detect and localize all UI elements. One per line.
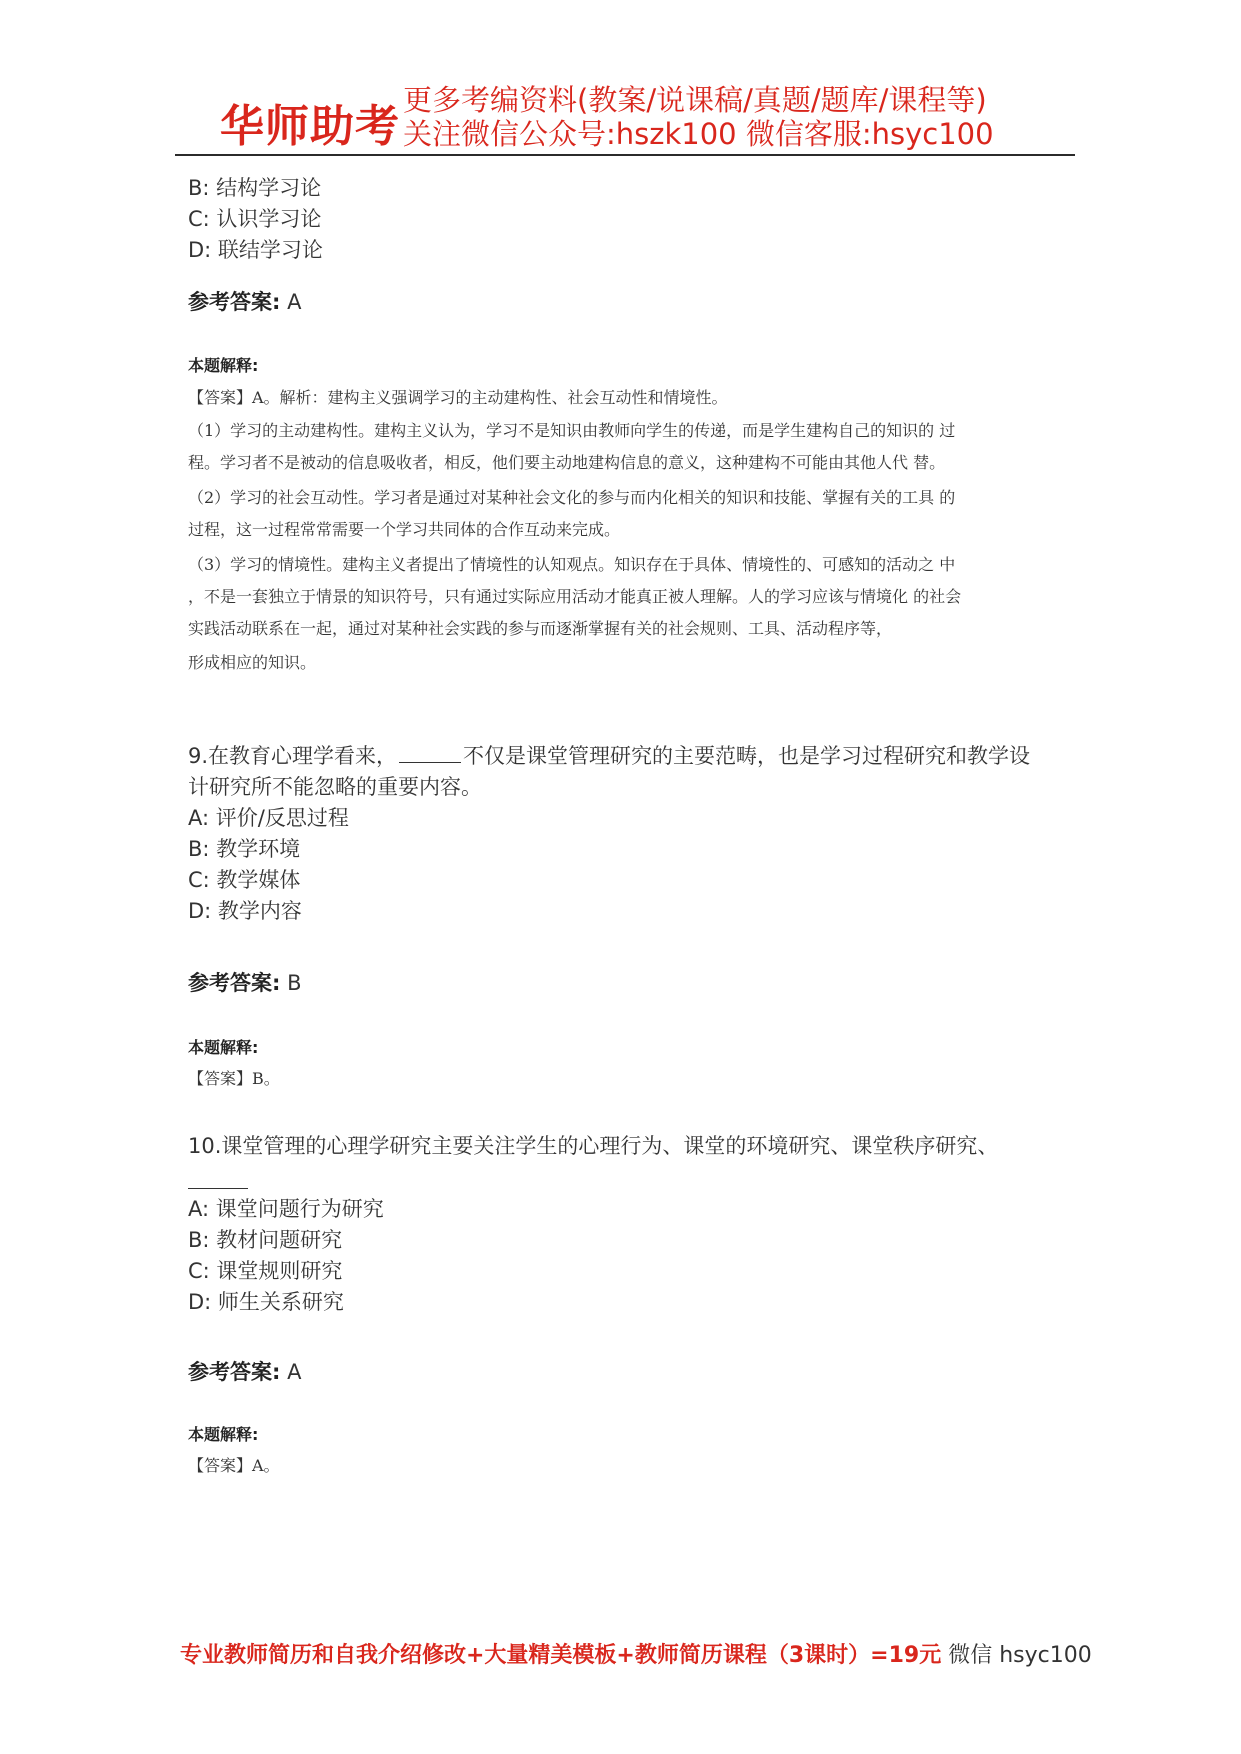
q8-explanation-line: 程。学习者不是被动的信息吸收者，相反，他们要主动地建构信息的意义，这种建构不可能由其他人代 替。 [188,453,946,472]
q9-option-c: C: 教学媒体 [188,868,301,892]
q9-answer-label: 参考答案: [188,971,281,995]
fill-in-blank [399,761,461,763]
q9-stem-line2: 计研究所不能忽略的重要内容。 [188,775,482,799]
q8-answer-value: A [280,290,302,314]
q10-explanation-line: 【答案】A。 [188,1456,280,1475]
q9-answer [188,967,302,997]
q9-stem-part2: 不仅是课堂管理研究的主要范畴，也是学习过程研究和教学设 [463,744,1031,768]
footer-promo-text: 专业教师简历和自我介绍修改+大量精美模板+教师简历课程（3课时）=19元 [180,1643,942,1668]
q9-stem-part1: 9.在教育心理学看来， [188,744,398,768]
q8-explanation-title: 本题解释: [188,356,259,375]
q8-explanation-line: 过程，这一过程常常需要一个学习共同体的合作互动来完成。 [188,520,621,539]
q8-explanation-line: （1）学习的主动建构性。建构主义认为，学习不是知识由教师向学生的传递，而是学生建构自己的知识的 过 [188,421,956,440]
q9-explanation-title: 本题解释: [188,1038,259,1057]
q10-answer [188,1356,301,1386]
q8-explanation-line: 形成相应的知识。 [188,653,317,672]
q10-answer-label: 参考答案: [188,1360,281,1384]
q10-stem: 10.课堂管理的心理学研究主要关注学生的心理行为、课堂的环境研究、课堂秩序研究、 [188,1134,999,1158]
header-divider [175,154,1075,156]
q9-option-d: D: 教学内容 [188,899,302,923]
fill-in-blank [188,1188,248,1189]
q9-answer-value: B [280,971,302,995]
q8-answer-label: 参考答案: [188,290,281,314]
q8-explanation-line: （2）学习的社会互动性。学习者是通过对某种社会文化的参与而内化相关的知识和技能、掌握有关的工具 的 [188,488,956,507]
header-banner [175,72,1075,152]
q8-option-b: B: 结构学习论 [188,176,322,200]
q8-option-d: D: 联结学习论 [188,238,323,262]
header-slogan-2: 关注微信公众号:hszk100 微信客服:hsyc100 [403,117,994,151]
footer-promo [180,1638,1092,1669]
q8-explanation-line: 【答案】A。解析：建构主义强调学习的主动建构性、社会互动性和情境性。 [188,388,728,407]
q10-option-d: D: 师生关系研究 [188,1290,344,1314]
q9-stem [188,740,1030,770]
q8-explanation-line: ，不是一套独立于情景的知识符号，只有通过实际应用活动才能真正被人理解。人的学习应该与情境化 的社会 [188,587,962,606]
q9-option-b: B: 教学环境 [188,837,301,861]
q9-option-a: A: 评价/反思过程 [188,806,349,830]
q10-explanation-title: 本题解释: [188,1425,259,1444]
q10-option-a: A: 课堂问题行为研究 [188,1197,384,1221]
footer-wechat: 微信 hsyc100 [941,1643,1092,1668]
q9-explanation-line: 【答案】B。 [188,1069,280,1088]
q8-answer [188,286,301,316]
q10-option-b: B: 教材问题研究 [188,1228,343,1252]
q8-explanation-line: （3）学习的情境性。建构主义者提出了情境性的认知观点。知识存在于具体、情境性的、可感知的活动之 中 [188,555,956,574]
q8-option-c: C: 认识学习论 [188,207,322,231]
q10-answer-value: A [280,1360,302,1384]
header-slogan-1: 更多考编资料(教案/说课稿/真题/题库/课程等) [403,83,987,117]
q10-option-c: C: 课堂规则研究 [188,1259,343,1283]
q8-explanation-line: 实践活动联系在一起，通过对某种社会实践的参与而逐渐掌握有关的社会规则、工具、活动程序等， [188,619,893,638]
brand-logo: 华师助考 [220,101,400,152]
